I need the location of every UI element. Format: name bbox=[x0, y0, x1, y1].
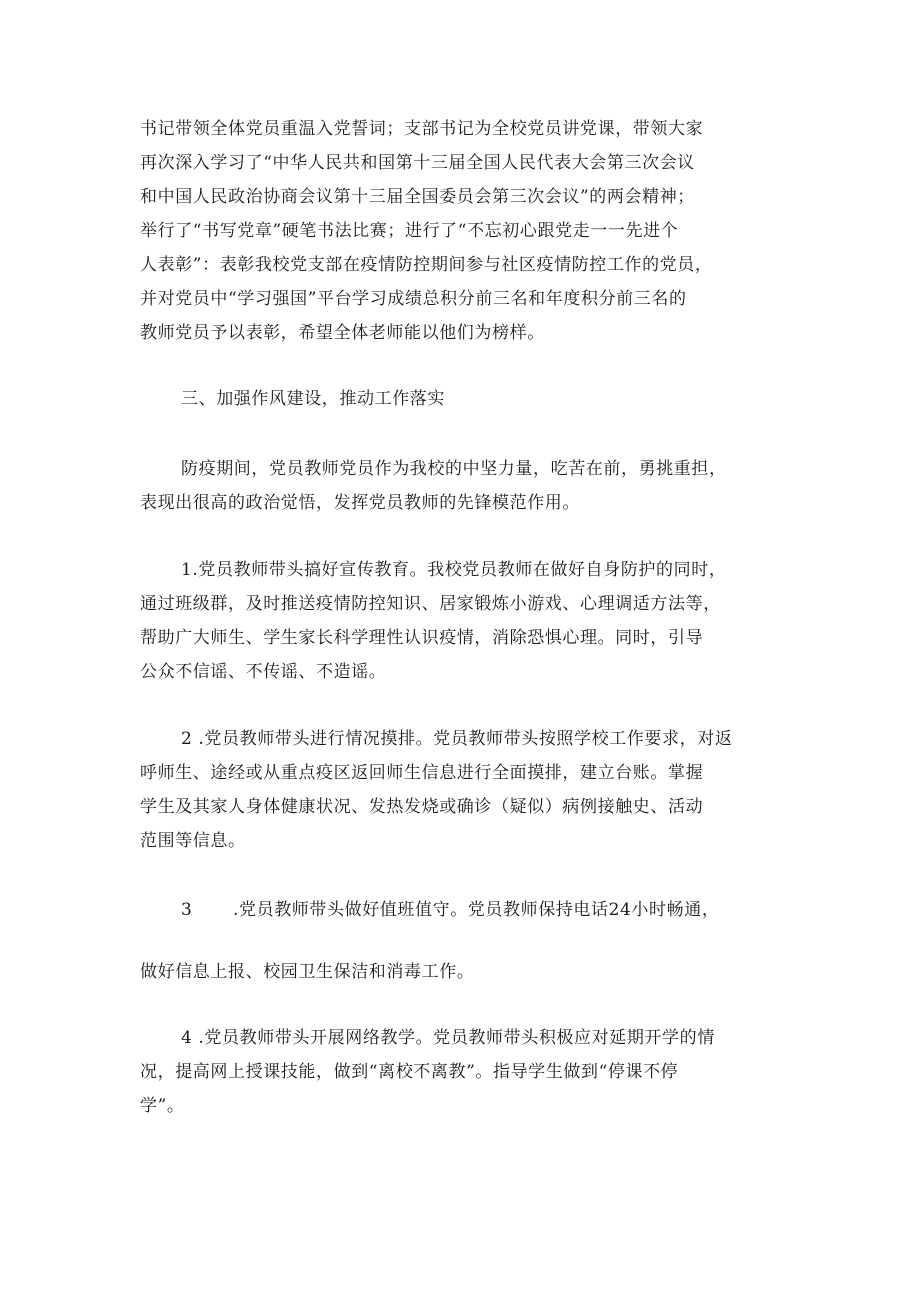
text-line: 防疫期间，党员教师党员作为我校的中坚力量，吃苦在前，勇挑重担， bbox=[181, 459, 727, 479]
text-line: 并对党员中“学习强国”平台学习成绩总积分前三名和年度积分前三名的 bbox=[140, 289, 687, 309]
text-line: 表现出很高的政治觉悟，发挥党员教师的先锋模范作用。 bbox=[140, 493, 580, 513]
text-line bbox=[140, 893, 800, 927]
paragraph-epidemic-period bbox=[140, 452, 800, 520]
text-line: 做好信息上报、校园卫生保洁和消毒工作。 bbox=[140, 962, 475, 982]
text-line: 书记带领全体党员重温入党誓词；支部书记为全校党员讲党课，带领大家 bbox=[140, 119, 704, 139]
text-line: 再次深入学习了“中华人民共和国第十三届全国人民代表大会第三次会议 bbox=[140, 153, 695, 173]
paragraph-item-4 bbox=[140, 1021, 800, 1123]
text-line: 况，提高网上授课技能，做到“离校不离教”。指导学生做到“停课不停 bbox=[140, 1062, 679, 1082]
text-line: 举行了“书写党章”硬笔书法比赛；进行了“不忘初心跟党走一一先进个 bbox=[140, 221, 679, 241]
text-line: 通过班级群，及时推送疫情防控知识、居家锻炼小游戏、心理调适方法等， bbox=[140, 594, 721, 614]
item-number: 3 bbox=[181, 900, 193, 920]
text-line: 4 .党员教师带头开展网络教学。党员教师带头积极应对延期开学的情 bbox=[181, 1028, 715, 1048]
text-line: 学”。 bbox=[140, 1096, 185, 1116]
item-text: .党员教师带头做好值班值守。党员教师保持电话24小时畅通， bbox=[233, 900, 720, 920]
text-line: 帮助广大师生、学生家长科学理性认识疫情，消除恐惧心理。同时，引导 bbox=[140, 628, 704, 648]
text-line: 2 .党员教师带头进行情况摸排。党员教师带头按照学校工作要求，对返 bbox=[181, 729, 733, 749]
paragraph-item-3-first bbox=[140, 893, 800, 927]
section-heading: 三、加强作风建设，推动工作落实 bbox=[181, 389, 445, 409]
text-line: 呼师生、途经或从重点疫区返回师生信息进行全面摸排，建立台账。掌握 bbox=[140, 763, 704, 783]
paragraph-party-activities bbox=[140, 112, 800, 350]
paragraph-item-1 bbox=[140, 553, 800, 689]
text-line: 教师党员予以表彰，希望全体老师能以他们为榜样。 bbox=[140, 323, 545, 343]
text-line: 和中国人民政治协商会议第十三届全国委员会第三次会议”的两会精神； bbox=[140, 187, 695, 207]
text-line: 公众不信谣、不传谣、不造谣。 bbox=[140, 662, 387, 682]
paragraph-item-3-second bbox=[140, 955, 800, 989]
text-line: 范围等信息。 bbox=[140, 831, 246, 851]
paragraph-item-2 bbox=[140, 722, 800, 858]
text-line: 1.党员教师带头搞好宣传教育。我校党员教师在做好自身防护的同时， bbox=[181, 560, 727, 580]
text-line: 学生及其家人身体健康状况、发热发烧或确诊（疑似）病例接触史、活动 bbox=[140, 797, 704, 817]
text-line: 人表彰”：表彰我校党支部在疫情防控期间参与社区疫情防控工作的党员， bbox=[140, 255, 713, 275]
